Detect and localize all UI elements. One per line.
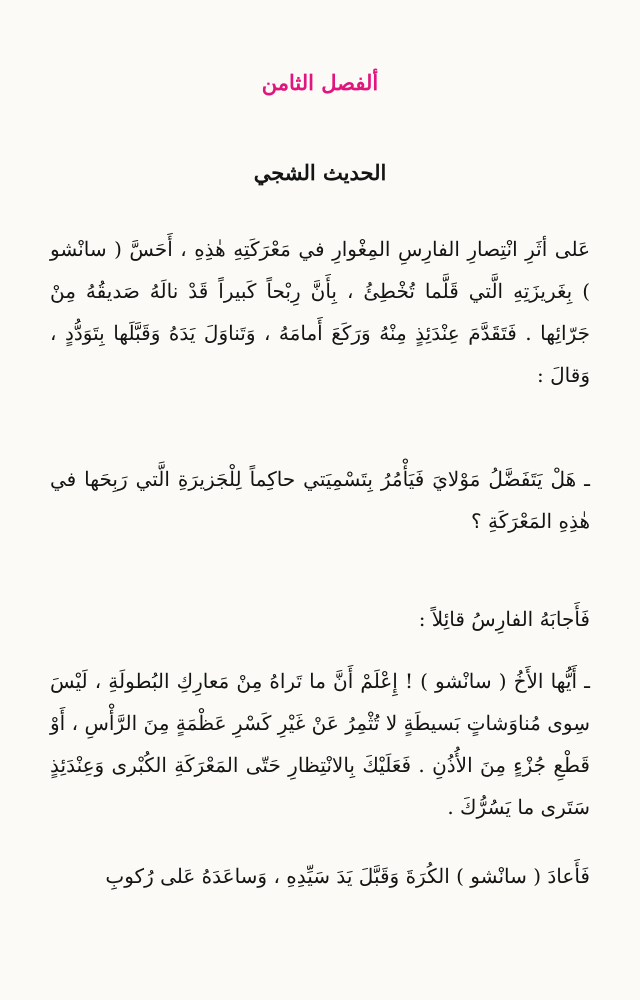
paragraph-1: عَلى أثَرِ انْتِصارِ الفارِسِ المِغْوارِ في مَعْرَكَتِهِ هٰذِهِ ، أَحَسَّ ( سانْشو ) بِغَريزَتِهِ الَّتي قَلَّما تُخْطِئُ ، بِأَنَّ رِبْحاً كَبيراً قَدْ نالَهُ صَديقُهُ مِنْ جَرّائِها . فَتَقَدَّمَ عِنْدَئِذٍ مِنْهُ وَرَكَعَ أَمامَهُ ، وَتَناوَلَ يَدَهُ وَقَبَّلَها بِتَوَدُّدٍ ، وَقالَ :	[50, 237, 590, 387]
section-title: الحديث الشجي	[253, 160, 387, 185]
paragraph-3: فَأَجابَهُ الفارِسُ قائِلاً :	[418, 607, 590, 631]
paragraph-5: فَأَعادَ ( سانْشو ) الكُرَةَ وَقَبَّلَ يَدَ سَيِّدِهِ ، وَساعَدَهُ عَلى رُكوبِ	[105, 864, 590, 888]
chapter-title: ألفصل الثامن	[261, 70, 379, 95]
paragraph-2: ـ هَلْ يَتَفَضَّلُ مَوْلايَ فَيَأْمُرُ بِتَسْمِيَتي حاكِماً لِلْجَزيرَةِ الَّتي رَبِحَها في هٰذِهِ المَعْرَكَةِ ؟	[50, 467, 590, 533]
paragraph-4: ـ أَيُّها الأَخُ ( سانْشو ) ! إِعْلَمْ أَنَّ ما تَراهُ مِنْ مَعارِكِ البُطولَةِ ، لَيْسَ سِوى مُناوَشاتٍ بَسيطَةٍ لا تُثْمِرُ عَنْ غَيْرِ كَسْرِ عَظْمَةٍ مِنَ الرَّأْسِ ، أَوْ قَطْعِ جُزْءٍ مِنَ الأُذُنِ . فَعَلَيْكَ بِالانْتِظارِ حَتّى المَعْرَكَةِ الكُبْرى وَعِنْدَئِذٍ سَتَرى ما يَسُرُّكَ .	[50, 669, 590, 819]
